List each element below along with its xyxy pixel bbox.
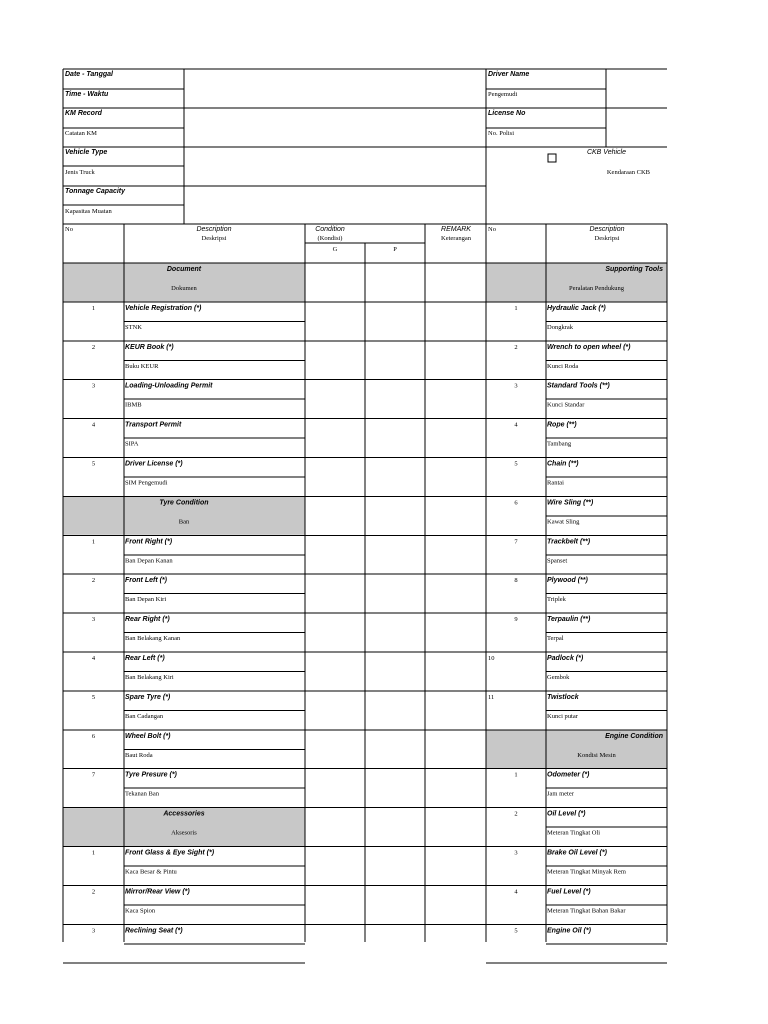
item-sublabel: Meteran Tingkat Bahan Bakar bbox=[547, 907, 626, 915]
row-number: 8 bbox=[514, 577, 518, 585]
item-label: Fuel Level (*) bbox=[547, 888, 591, 896]
item-label: Transport Permit bbox=[125, 421, 182, 429]
row-number: 2 bbox=[91, 577, 96, 585]
row-number: 5 bbox=[91, 460, 96, 468]
col-poor: P bbox=[393, 246, 397, 253]
col-no: No bbox=[65, 226, 73, 233]
item-label: Standard Tools (**) bbox=[547, 382, 610, 390]
license-label: License No bbox=[488, 110, 526, 117]
ckb-vehicle-checkbox[interactable] bbox=[548, 154, 556, 162]
row-number: 9 bbox=[514, 616, 518, 624]
col-remark-sub: Keterangan bbox=[441, 235, 471, 242]
row-number: 4 bbox=[91, 421, 96, 429]
driver-name-sub: Pengemudi bbox=[488, 91, 518, 98]
item-label: Reclining Seat (*) bbox=[125, 927, 183, 935]
section-subtitle: Ban bbox=[178, 518, 190, 526]
item-label: Terpaulin (**) bbox=[547, 616, 591, 624]
ckb-sub: Kendaraan CKB bbox=[606, 169, 650, 176]
row-number: 3 bbox=[514, 849, 518, 857]
item-sublabel: STNK bbox=[125, 323, 142, 331]
item-sublabel: SIM Pengemudi bbox=[125, 479, 168, 487]
item-sublabel: Meteran Tingkat Minyak Rem bbox=[547, 868, 626, 876]
row-number: 2 bbox=[514, 810, 518, 818]
section-title: Engine Condition bbox=[605, 732, 663, 740]
col-condition: Condition bbox=[315, 226, 345, 233]
item-sublabel: Kunci Standar bbox=[547, 401, 585, 409]
item-sublabel: Buku KEUR bbox=[125, 362, 159, 370]
row-number: 11 bbox=[488, 693, 495, 701]
item-sublabel: Kaca Besar & Pintu bbox=[125, 868, 177, 876]
row-number: 5 bbox=[91, 693, 96, 701]
item-sublabel: Spanset bbox=[547, 557, 568, 565]
row-number: 6 bbox=[91, 732, 96, 740]
section-title: Supporting Tools bbox=[605, 266, 663, 273]
item-sublabel: Ban Belakang Kiri bbox=[125, 674, 174, 681]
item-label: Rear Right (*) bbox=[125, 616, 170, 624]
col-condition-sub: (Kondisi) bbox=[317, 235, 343, 242]
item-label: Twistlock bbox=[547, 693, 579, 701]
item-label: Rear Left (*) bbox=[125, 655, 165, 662]
item-sublabel: Kawat Sling bbox=[547, 518, 580, 526]
item-sublabel: Ban Belakang Kanan bbox=[125, 635, 181, 643]
item-sublabel: Kunci Roda bbox=[547, 362, 579, 370]
section-subtitle: Aksesoris bbox=[171, 829, 197, 837]
row-number: 3 bbox=[91, 927, 96, 935]
item-label: KEUR Book (*) bbox=[125, 343, 174, 351]
item-label: Wire Sling (**) bbox=[547, 499, 594, 507]
row-number: 4 bbox=[91, 655, 96, 662]
item-sublabel: Jam meter bbox=[547, 790, 574, 798]
driver-name-label: Driver Name bbox=[488, 71, 530, 78]
row-number: 1 bbox=[514, 771, 518, 779]
item-label: Front Glass & Eye Sight (*) bbox=[125, 849, 215, 857]
item-sublabel: Kunci putar bbox=[547, 712, 578, 720]
row-number: 2 bbox=[514, 343, 518, 351]
item-sublabel: Tekanan Ban bbox=[125, 790, 160, 798]
row-number: 7 bbox=[514, 538, 518, 546]
item-label: Driver License (*) bbox=[125, 460, 183, 468]
col-description-right-sub: Deskripsi bbox=[594, 235, 620, 242]
item-label: Front Right (*) bbox=[125, 538, 173, 546]
checklist-rows bbox=[92, 266, 663, 934]
row-number: 7 bbox=[91, 771, 96, 779]
item-sublabel: IBMB bbox=[125, 401, 142, 409]
item-label: Engine Oil (*) bbox=[547, 927, 591, 935]
item-sublabel: Ban Depan Kiri bbox=[125, 596, 167, 604]
col-remark: REMARK bbox=[441, 226, 471, 233]
row-number: 1 bbox=[91, 538, 96, 546]
row-number: 1 bbox=[91, 304, 96, 312]
section-subtitle: Kondisi Mesin bbox=[577, 751, 616, 759]
item-sublabel: Kaca Spion bbox=[125, 907, 156, 915]
item-label: Trackbelt (**) bbox=[547, 538, 591, 546]
tonnage-sub: Kapasitas Muatan bbox=[65, 208, 112, 215]
item-sublabel: Tambang bbox=[547, 440, 572, 448]
item-label: Odometer (*) bbox=[547, 771, 590, 779]
section-title: Accessories bbox=[163, 810, 205, 818]
item-sublabel: Dongkrak bbox=[547, 323, 573, 331]
item-sublabel: Triplek bbox=[547, 596, 566, 604]
license-sub: No. Polisi bbox=[488, 130, 515, 137]
row-number: 6 bbox=[514, 499, 518, 507]
tonnage-label: Tonnage Capacity bbox=[65, 188, 126, 195]
section-title: Document bbox=[166, 266, 202, 273]
item-sublabel: SIPA bbox=[125, 440, 139, 448]
section-title: Tyre Condition bbox=[159, 499, 209, 507]
row-number: 10 bbox=[488, 655, 495, 662]
row-number: 3 bbox=[514, 382, 518, 390]
row-number: 3 bbox=[91, 382, 96, 390]
item-sublabel: Baut Roda bbox=[125, 751, 153, 759]
row-number: 5 bbox=[514, 927, 518, 935]
item-label: Wrench to open wheel (*) bbox=[547, 343, 631, 351]
item-sublabel: Rantai bbox=[547, 479, 564, 487]
km-record-sub: Catatan KM bbox=[65, 130, 97, 137]
vehicle-type-label: Vehicle Type bbox=[65, 149, 108, 156]
row-number: 2 bbox=[91, 343, 96, 351]
item-label: Brake Oil Level (*) bbox=[547, 849, 607, 857]
item-label: Spare Tyre (*) bbox=[125, 693, 171, 701]
item-label: Chain (**) bbox=[547, 460, 579, 468]
item-sublabel: Ban Cadangan bbox=[125, 712, 164, 720]
col-description-sub: Deskripsi bbox=[201, 235, 227, 242]
row-number: 2 bbox=[91, 888, 96, 896]
item-label: Hydraulic Jack (*) bbox=[547, 304, 606, 312]
vehicle-type-sub: Jenis Truck bbox=[65, 169, 95, 176]
section-subtitle: Dokumen bbox=[171, 285, 197, 292]
row-number: 5 bbox=[514, 460, 518, 468]
col-description: Description bbox=[196, 226, 232, 233]
item-sublabel: Meteran Tingkat Oli bbox=[547, 829, 601, 837]
item-label: Rope (**) bbox=[547, 421, 577, 429]
col-description-right: Description bbox=[589, 226, 625, 233]
col-good: G bbox=[332, 246, 338, 253]
col-no-right: No bbox=[488, 226, 496, 233]
km-record-label: KM Record bbox=[65, 110, 102, 117]
row-number: 4 bbox=[514, 888, 518, 896]
item-sublabel: Gembok bbox=[547, 674, 570, 681]
time-label: Time - Waktu bbox=[65, 91, 109, 98]
item-sublabel: Ban Depan Kanan bbox=[125, 557, 173, 565]
item-label: Vehicle Registration (*) bbox=[125, 304, 202, 312]
item-label: Tyre Presure (*) bbox=[125, 771, 177, 779]
form-text bbox=[65, 71, 651, 253]
item-label: Front Left (*) bbox=[125, 577, 167, 585]
item-label: Padlock (*) bbox=[547, 655, 584, 662]
item-label: Plywood (**) bbox=[547, 577, 588, 585]
item-label: Oil Level (*) bbox=[547, 810, 586, 818]
section-subtitle: Peralatan Pendukung bbox=[568, 285, 625, 292]
row-number: 3 bbox=[91, 616, 96, 624]
date-label: Date - Tanggal bbox=[65, 71, 113, 78]
item-label: Wheel Bolt (*) bbox=[125, 732, 171, 740]
row-number: 1 bbox=[91, 849, 96, 857]
item-label: Mirror/Rear View (*) bbox=[125, 888, 190, 896]
item-label: Loading-Unloading Permit bbox=[125, 382, 213, 390]
row-number: 4 bbox=[514, 421, 518, 429]
ckb-label: CKB Vehicle bbox=[586, 149, 626, 156]
row-number: 1 bbox=[514, 304, 518, 312]
item-sublabel: Terpal bbox=[547, 635, 564, 643]
